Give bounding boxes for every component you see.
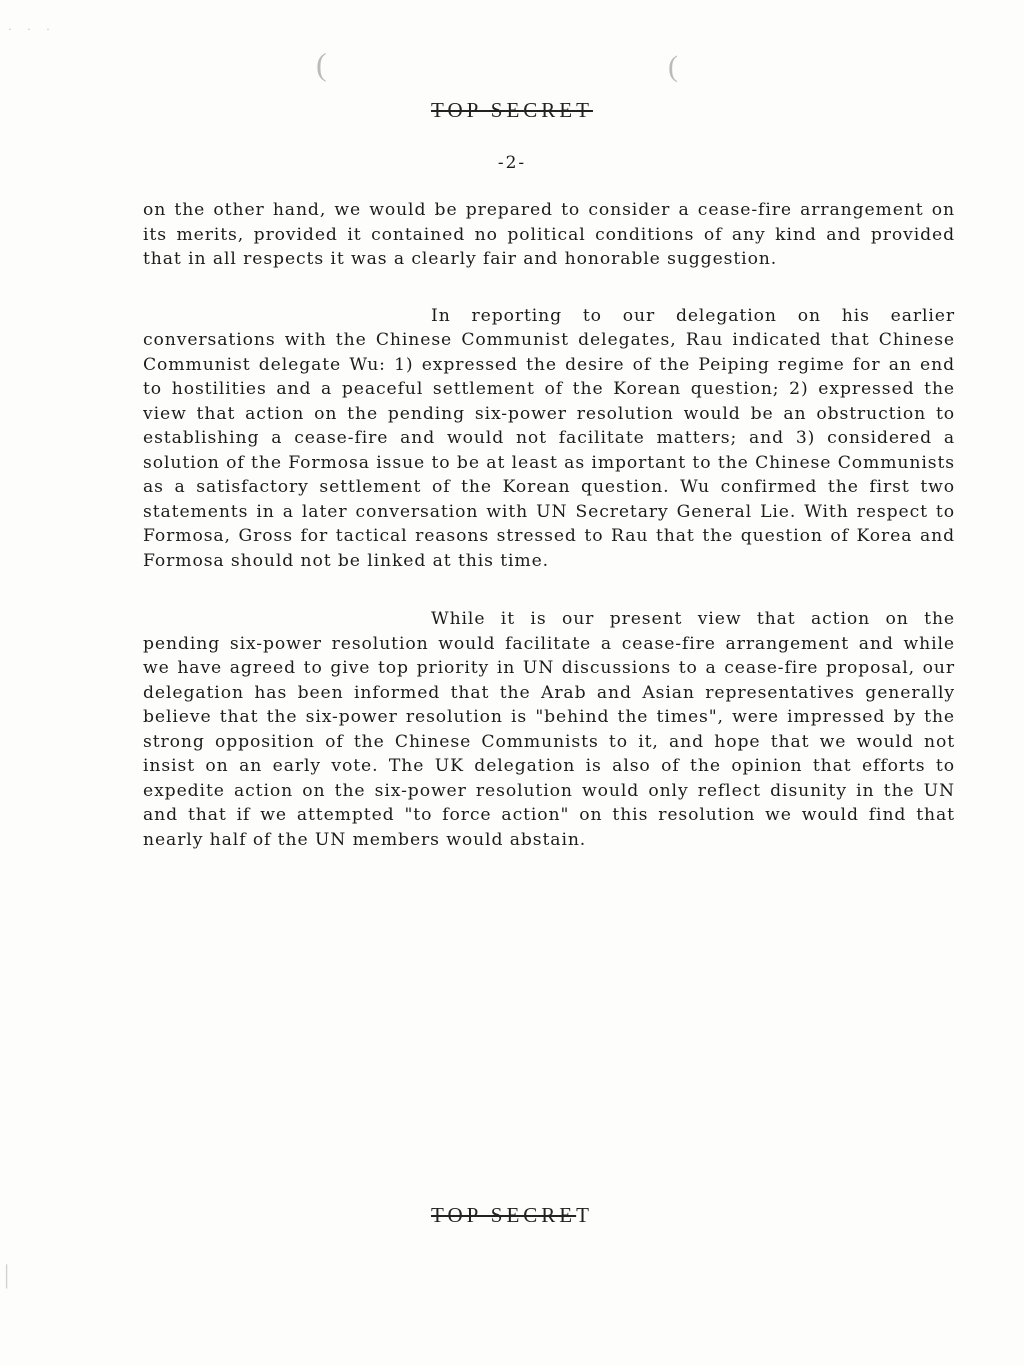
classification-text-tail: T [576,1203,593,1227]
paper-mark: | [4,1260,10,1289]
classification-header [0,98,1024,123]
classification-text-struck: TOP SECRE [431,1203,577,1227]
classification-text: TOP SECRET [431,98,593,122]
paper-mark: ( [316,46,327,82]
classification-footer [0,1203,1024,1228]
paper-mark: ( [668,50,678,83]
page-number: -2- [497,153,527,173]
paragraph-3: While it is our present view that action on the pending six-power resolution would facilitate a cease-fire arrangement and while we have agreed to give top priority in UN discussions to a cease-fire proposal, our delegation has been informed that the Arab and Asian representatives generally believe that the six-power resolution is "behind the times", were impressed by the strong opposition of the Chinese Communists to it, and hope that we would not insist on an early vote. The UK delegation is also of the opinion that efforts to expedite action on the six-power resolution would only reflect disunity in the UN and that if we attempted "to force action" on this resolution we would find that nearly half of the UN members would abstain. [143,609,955,850]
paper-speck: · · · [8,22,56,36]
paragraph-1: on the other hand, we would be prepared to consider a cease-fire arrangement on its merits, provided it contained no political conditions of any kind and provided that in all respects it was a clearly fair and honorable suggestion. [143,200,955,269]
paragraph-2: In reporting to our delegation on his earlier conversations with the Chinese Communist delegates, Rau indicated that Chinese Communist delegate Wu: 1) expressed the desire of the Peiping regime for an end to hostilities and a peaceful settlement of the Korean question; 2) expressed the view that action on the pending six-power resolution would be an obstruction to establishing a cease-fire and would not facilitate matters; and 3) considered a solution of the Formosa issue to be at least as important to the Chinese Communists as a satisfactory settlement of the Korean question. Wu confirmed the first two statements in a later conversation with UN Secretary General Lie. With respect to Formosa, Gross for tactical reasons stressed to Rau that the question of Korea and Formosa should not be linked at this time. [143,305,955,571]
document-body [143,198,955,852]
